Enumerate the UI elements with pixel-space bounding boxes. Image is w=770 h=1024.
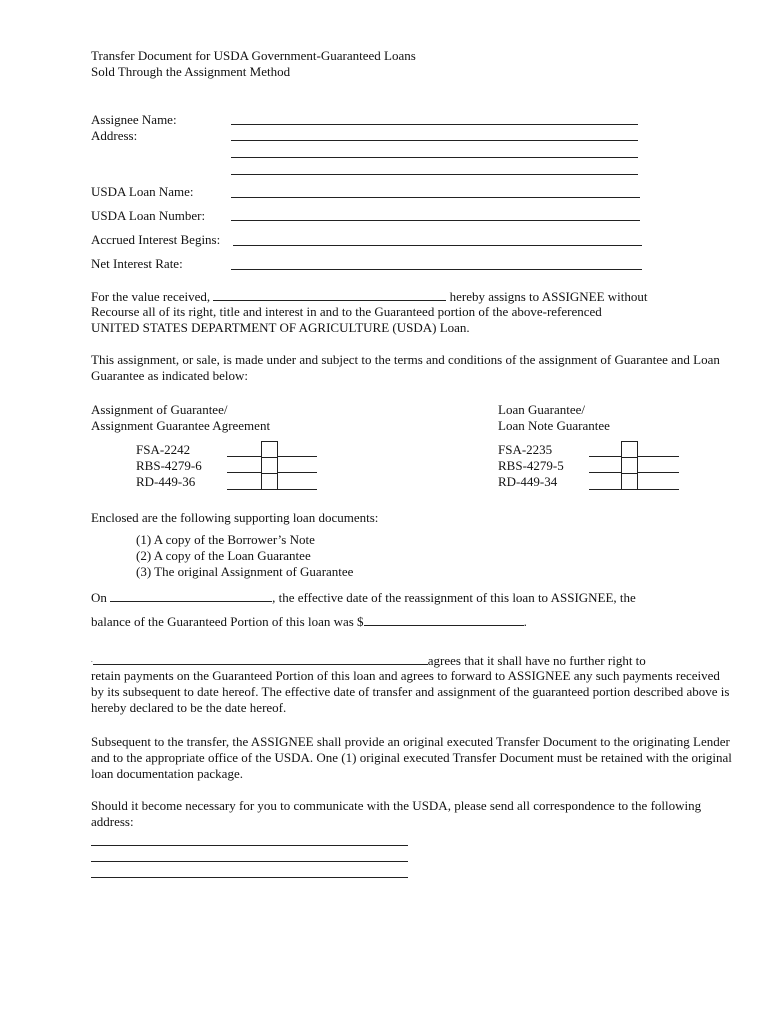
right-column-heading-1: Loan Guarantee/ xyxy=(498,402,585,417)
enclosed-intro: Enclosed are the following supporting loan documents: xyxy=(91,510,379,525)
enclosed-item-1: (1) A copy of the Borrower’s Note xyxy=(136,532,315,547)
usda-loan-line: UNITED STATES DEPARTMENT OF AGRICULTURE (USDA) Loan. xyxy=(91,320,470,335)
usda-loan-name-label: USDA Loan Name: xyxy=(91,184,194,199)
agrees-lead-mark: . xyxy=(91,656,93,664)
balance-line xyxy=(91,613,527,630)
subsequent-transfer-paragraph: Subsequent to the transfer, the ASSIGNEE shall provide an original executed Transfer Document to the originating Lender and to the appropriate office of the USDA. One (1) original executed Transfer Document must be retained with the original loan documentation package. xyxy=(91,734,732,781)
effective-on-label: On xyxy=(91,590,107,605)
accrued-interest-label: Accrued Interest Begins: xyxy=(91,232,221,247)
assignee-name-field[interactable] xyxy=(231,124,638,125)
address-field-line3[interactable] xyxy=(231,174,638,175)
form-rd-449-34-label: RD-449-34 xyxy=(498,474,558,489)
document-title-line2: Sold Through the Assignment Method xyxy=(91,64,291,79)
form-rbs-4279-5-label: RBS-4279-5 xyxy=(498,458,564,473)
form-fsa-2235-label: FSA-2235 xyxy=(498,442,553,457)
address-label: Address: xyxy=(91,128,138,143)
enclosed-item-2: (2) A copy of the Loan Guarantee xyxy=(136,548,311,563)
usda-loan-name-field[interactable] xyxy=(231,197,640,198)
right-column-heading-2: Loan Note Guarantee xyxy=(498,418,610,433)
effective-date-text: , the effective date of the reassignment of this loan to ASSIGNEE, the xyxy=(272,590,636,605)
effective-date-line xyxy=(91,589,636,606)
address-field-line2[interactable] xyxy=(231,157,638,158)
checkbox-rd-449-34[interactable] xyxy=(621,473,638,490)
agrees-line xyxy=(91,652,646,669)
net-interest-rate-label: Net Interest Rate: xyxy=(91,256,183,271)
net-interest-rate-field[interactable] xyxy=(231,269,642,270)
lender-name-field[interactable] xyxy=(93,652,428,665)
effective-date-field[interactable] xyxy=(110,589,272,602)
enclosed-item-3: (3) The original Assignment of Guarantee xyxy=(136,564,354,579)
balance-amount-field[interactable] xyxy=(364,613,524,626)
form-rd-449-36-label: RD-449-36 xyxy=(136,474,196,489)
form-fsa-2242-label: FSA-2242 xyxy=(136,442,191,457)
correspondence-address-line1[interactable] xyxy=(91,845,408,846)
left-column-heading-1: Assignment of Guarantee/ xyxy=(91,402,228,417)
checkbox-fsa-2242[interactable] xyxy=(261,441,278,458)
value-received-before: For the value received, xyxy=(91,289,211,304)
checkbox-rd-449-36[interactable] xyxy=(261,473,278,490)
form-rbs-4279-6-label: RBS-4279-6 xyxy=(136,458,202,473)
accrued-interest-field[interactable] xyxy=(233,245,642,246)
checkbox-rbs-4279-5[interactable] xyxy=(621,457,638,474)
value-received-after: hereby assigns to ASSIGNEE without xyxy=(449,289,648,304)
assignor-name-field[interactable] xyxy=(213,288,446,301)
correspondence-address-line3[interactable] xyxy=(91,877,408,878)
balance-label: balance of the Guaranteed Portion of this loan was $ xyxy=(91,614,364,629)
checkbox-rbs-4279-6[interactable] xyxy=(261,457,278,474)
correspondence-address-line2[interactable] xyxy=(91,861,408,862)
value-received-line xyxy=(91,288,648,305)
balance-period: . xyxy=(523,614,527,629)
assignment-terms-paragraph: This assignment, or sale, is made under and subject to the terms and conditions of the assignment of Guarantee and Loan Guarantee as indicated below: xyxy=(91,352,720,383)
left-column-heading-2: Assignment Guarantee Agreement xyxy=(91,418,271,433)
document-title-line1: Transfer Document for USDA Government-Guaranteed Loans xyxy=(91,48,416,63)
recourse-line: Recourse all of its right, title and interest in and to the Guaranteed portion of the above-referenced xyxy=(91,304,602,319)
agrees-text: agrees that it shall have no further right to xyxy=(427,653,646,668)
usda-loan-number-field[interactable] xyxy=(231,220,640,221)
checkbox-fsa-2235[interactable] xyxy=(621,441,638,458)
usda-loan-number-label: USDA Loan Number: xyxy=(91,208,206,223)
agrees-paragraph: retain payments on the Guaranteed Portion of this loan and agrees to forward to ASSIGNEE any such payments received by its subsequent to date hereof. The effective date of transfer and assignment of the guaranteed portion described above is hereby declared to be the date hereof. xyxy=(91,668,730,715)
assignee-name-label: Assignee Name: xyxy=(91,112,177,127)
correspondence-paragraph: Should it become necessary for you to communicate with the USDA, please send all correspondence to the following address: xyxy=(91,798,702,829)
address-field-line1[interactable] xyxy=(231,140,638,141)
